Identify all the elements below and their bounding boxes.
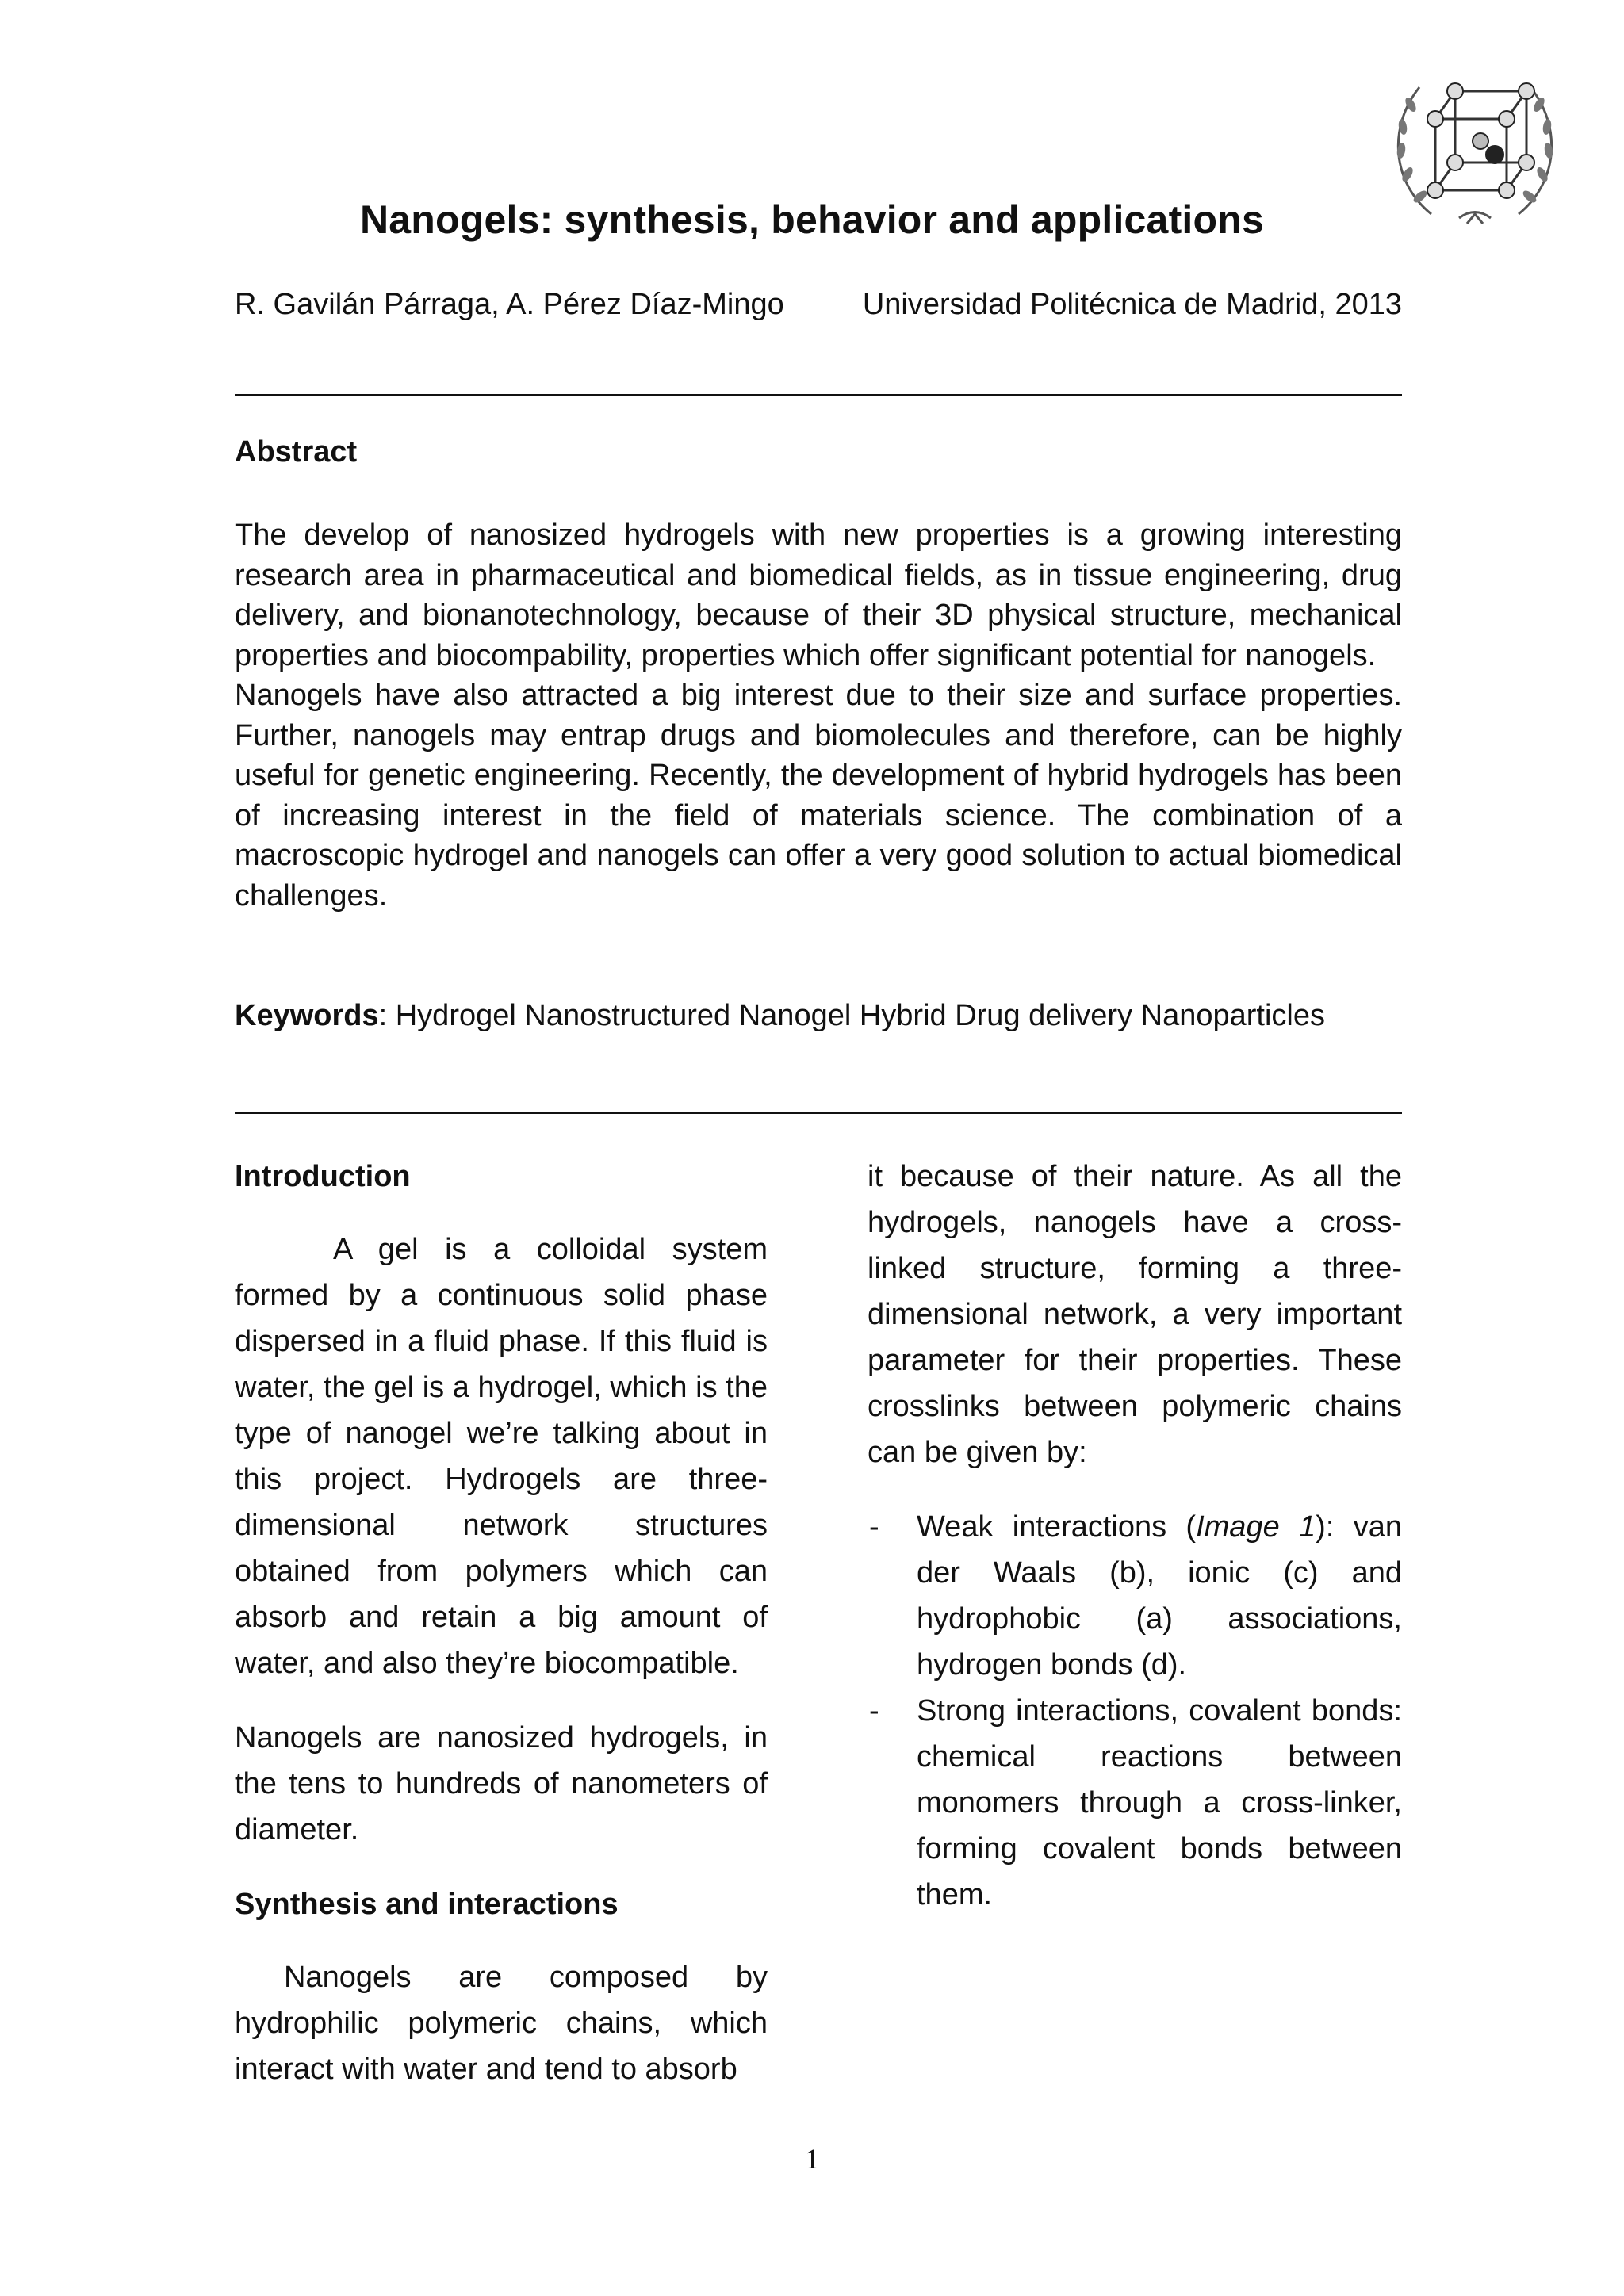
bullet-dash: - (869, 1510, 879, 1544)
page-number: 1 (805, 2143, 819, 2175)
abstract-paragraph: The develop of nanosized hydrogels with new properties is a growing interesting research area in pharmaceutical and biomedical fields, as in tissue engineering, drug delivery, and bionanotechnology, because of their 3D physical structure, mechanical properties and biocompability, properties which offer significant potential for nanogels. (235, 519, 1402, 672)
affiliation: Universidad Politécnica de Madrid, 2013 (862, 288, 1402, 321)
section-divider (235, 394, 1402, 396)
abstract-heading: Abstract (235, 435, 358, 469)
figure-reference: Image 1 (1196, 1510, 1316, 1544)
author-list: R. Gavilán Párraga, A. Pérez Díaz-Mingo (235, 288, 784, 321)
paper-title: Nanogels: synthesis, behavior and applications (359, 197, 1265, 242)
keywords-line (235, 999, 1325, 1033)
introduction-paragraph: Nanogels are nanosized hydrogels, in the tens to hundreds of nanometers of diameter. (235, 1721, 768, 1846)
left-column (235, 1154, 768, 2092)
keywords-label: Keywords (235, 999, 379, 1032)
introduction-paragraph: A gel is a colloidal system formed by a continuous solid phase dispersed in a fluid phase. If this fluid is water, the gel is a hydrogel, which is the type of nanogel we’re talking about in this project. Hydrogels are three-dimensional network structures obtained from polymers which can absorb and retain a big amount of water, and also they’re biocompatible. (235, 1233, 768, 1680)
synthesis-paragraph: Nanogels are composed by hydrophilic polymeric chains, which interact with water and tend to absorb (235, 1961, 768, 2086)
list-item: - Strong interactions, covalent bonds: chemical reactions between monomers through a cross-linker, forming covalent bonds between them. (868, 1688, 1402, 1918)
list-item: - Weak interactions (Image 1): van der Waals (b), ionic (c) and hydrophobic (a) associations, hydrogen bonds (d). (868, 1504, 1402, 1688)
section-divider (235, 1112, 1402, 1114)
introduction-heading: Introduction (235, 1160, 411, 1193)
keywords-list: : Hydrogel Nanostructured Nanogel Hybrid Drug delivery Nanoparticles (378, 999, 1325, 1032)
synthesis-paragraph-continued: it because of their nature. As all the hydrogels, nanogels have a cross-linked structure, forming a three-dimensional network, a very important parameter for their properties. These crosslinks between polymeric chains can be given by: (868, 1160, 1402, 1469)
bullet-dash: - (869, 1694, 879, 1728)
right-column (868, 1154, 1402, 1918)
abstract-paragraph: Nanogels have also attracted a big interest due to their size and surface properties. Further, nanogels may entrap drugs and biomolecules and therefore, can be highly useful for genetic engineering. Recently, the development of hybrid hydrogels has been of increasing interest in the field of materials science. The combination of a macroscopic hydrogel and nanogels can offer a very good solution to actual biomedical challenges. (235, 679, 1402, 913)
synthesis-heading: Synthesis and interactions (235, 1888, 619, 1921)
abstract-body (235, 515, 1402, 916)
